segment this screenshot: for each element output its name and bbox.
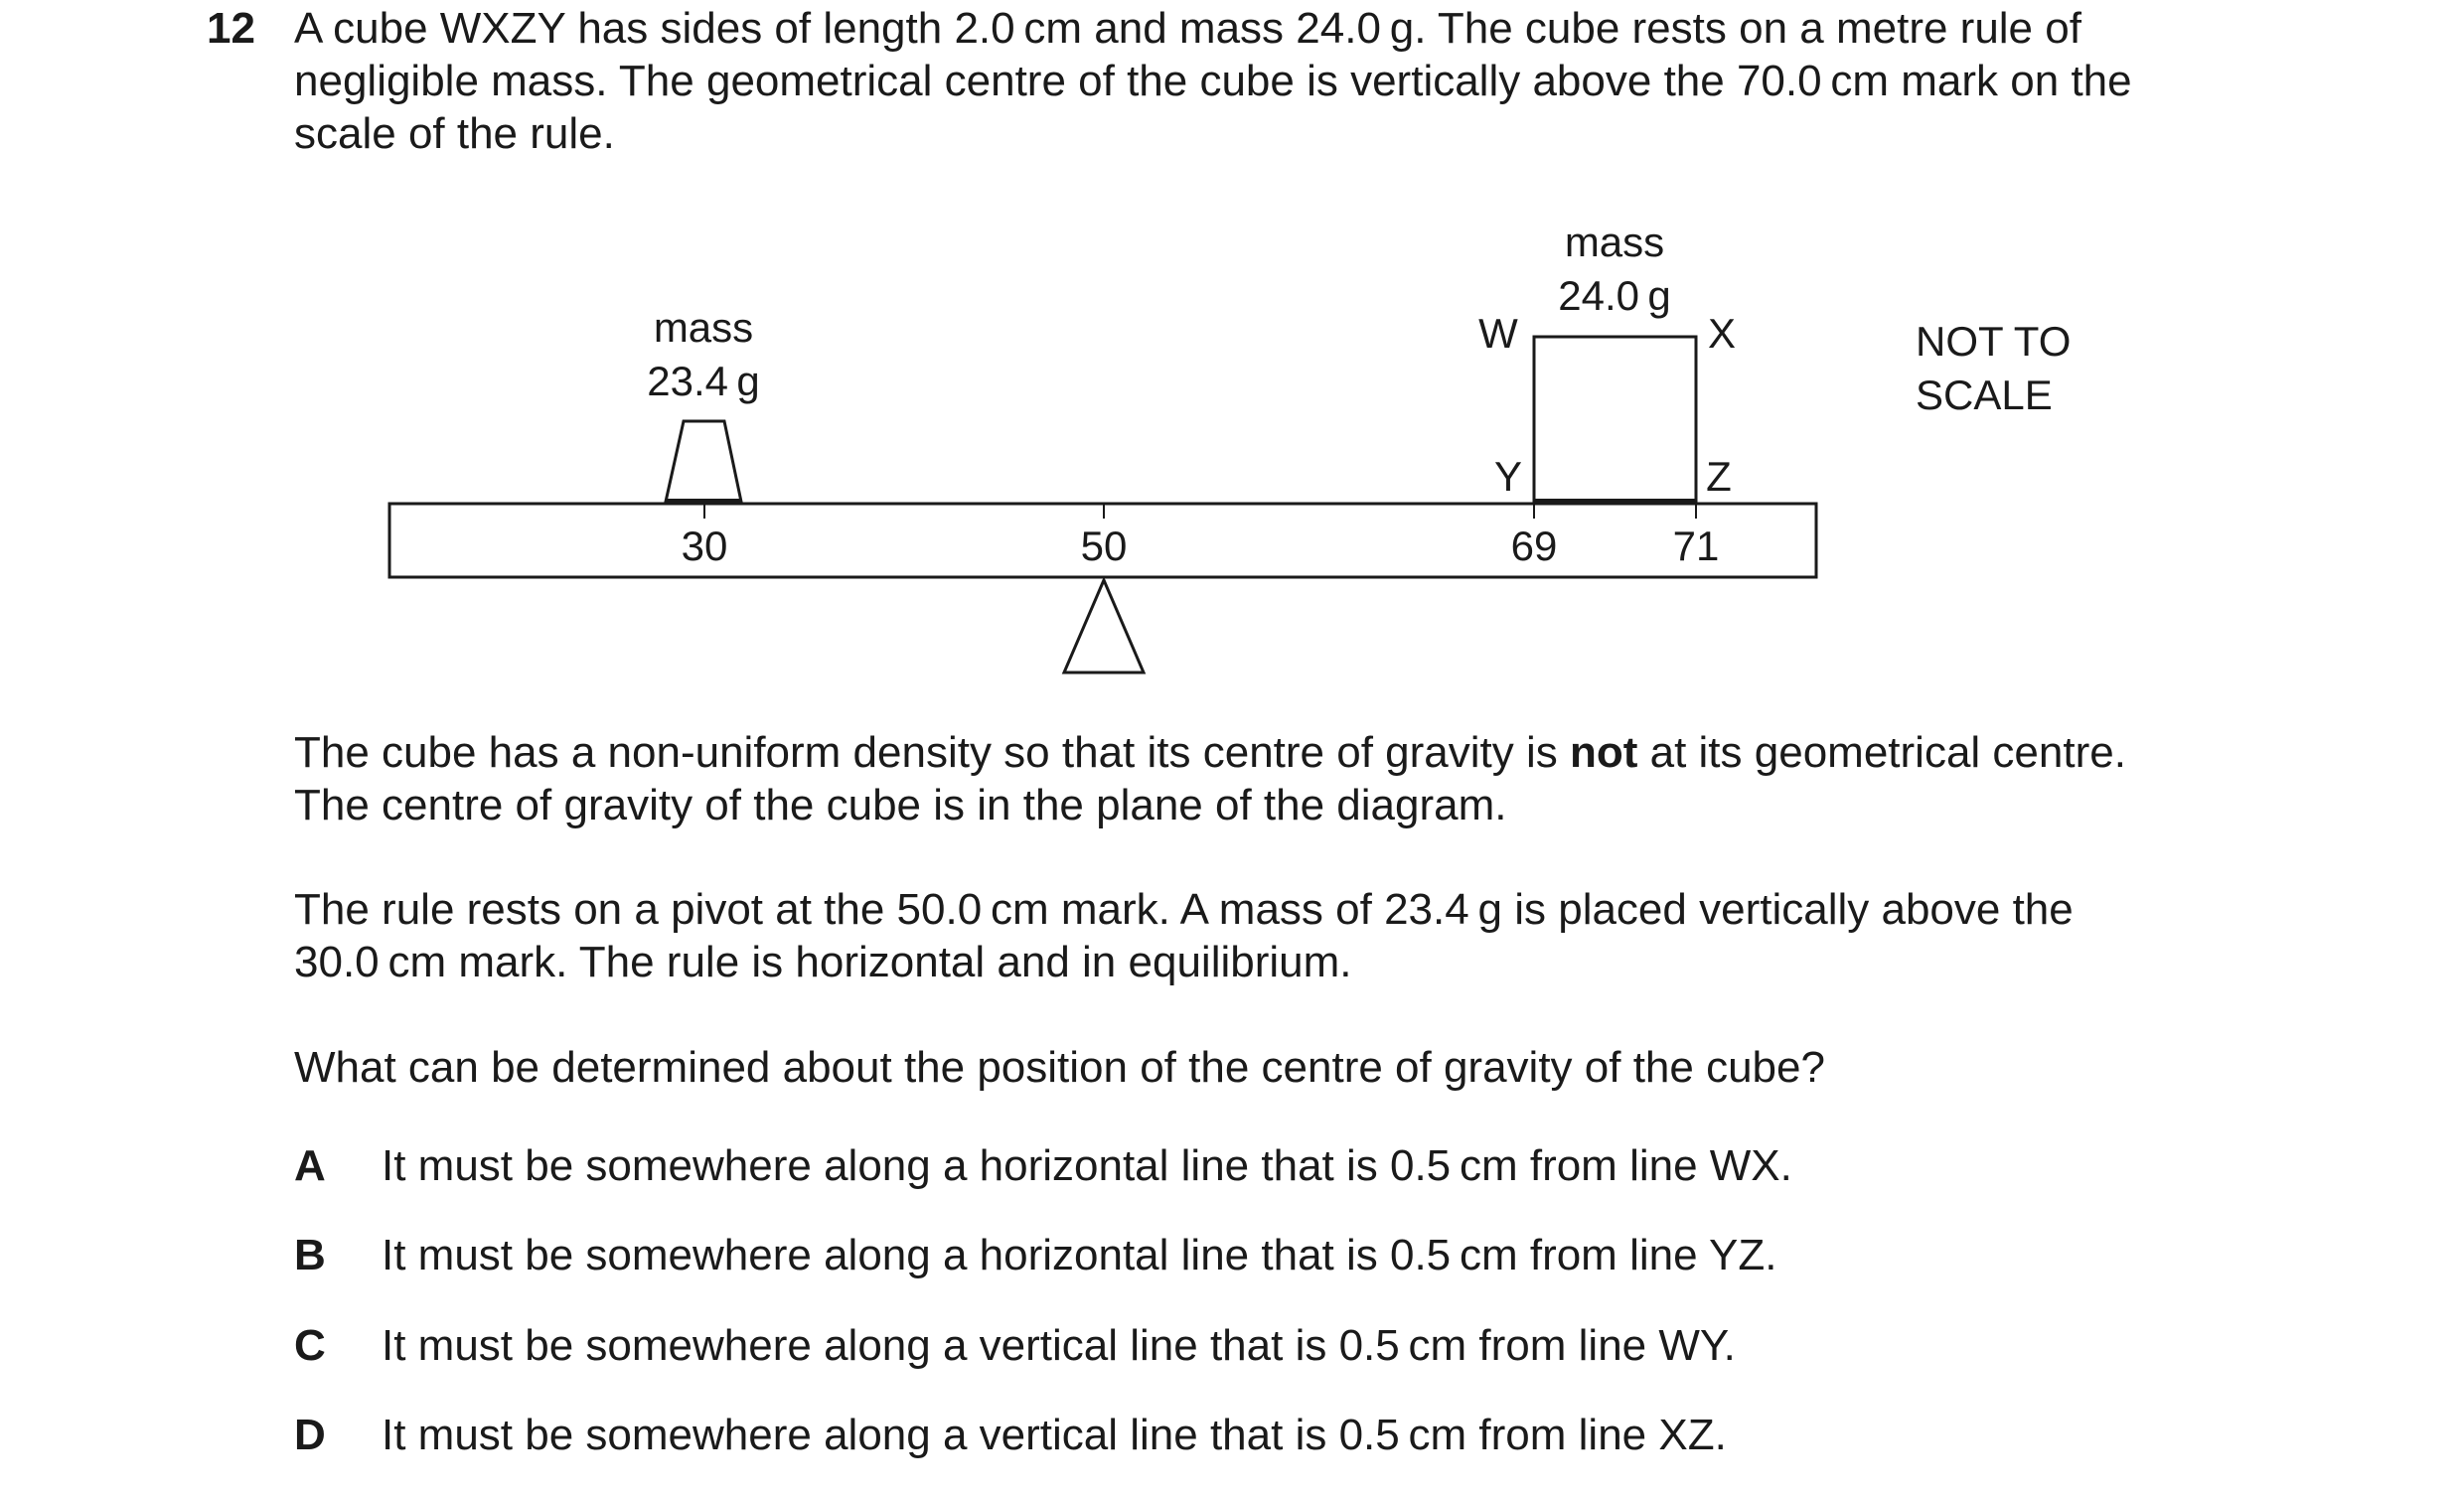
scale-label-50: 50 — [1080, 523, 1128, 569]
option-b[interactable] — [294, 1229, 1776, 1281]
lever-diagram — [0, 0, 2464, 715]
not-to-scale-line-1: NOT TO — [1916, 318, 2072, 365]
stem-line-2: negligible mass. The geometrical centre of the cube is vertically above the 70.0 cm mark on the — [294, 57, 2132, 105]
option-d-letter: D — [294, 1411, 326, 1459]
stem-line-3: scale of the rule. — [294, 109, 615, 158]
question-prompt — [294, 1041, 2261, 1094]
pivot — [1064, 580, 1144, 673]
option-a[interactable] — [294, 1139, 1792, 1192]
corner-label-W: W — [1478, 310, 1518, 357]
para2-text-a: The cube has a non-uniform density so that its centre of gravity is — [294, 728, 1570, 777]
small-mass-label-2: 23.4 g — [647, 358, 760, 404]
option-d[interactable] — [294, 1409, 1727, 1461]
option-b-letter: B — [294, 1231, 326, 1279]
option-c-letter: C — [294, 1321, 326, 1370]
option-a-letter: A — [294, 1141, 326, 1190]
option-b-text: It must be somewhere along a horizontal line that is 0.5 cm from line YZ. — [382, 1231, 1777, 1279]
cube-mass-label-1: mass — [1564, 219, 1665, 265]
small-mass-label-1: mass — [653, 304, 754, 351]
corner-label-X: X — [1707, 310, 1737, 357]
paragraph-pivot — [294, 883, 2261, 988]
para2-emphasis: not — [1569, 728, 1638, 777]
cube-mass-label-2: 24.0 g — [1558, 272, 1671, 319]
option-a-text: It must be somewhere along a horizontal line that is 0.5 cm from line WX. — [382, 1141, 1792, 1190]
small-mass — [666, 421, 741, 502]
corner-label-Y: Y — [1493, 453, 1523, 500]
para2-text-b: at its geometrical centre. — [1637, 728, 2126, 777]
para3-line-2: 30.0 cm mark. The rule is horizontal and in equilibrium. — [294, 938, 1352, 986]
scale-label-71: 71 — [1672, 523, 1720, 569]
para2-line-1 — [294, 726, 2261, 779]
corner-label-Z: Z — [1706, 453, 1732, 500]
prompt-line: What can be determined about the position of the centre of gravity of the cube? — [294, 1043, 1825, 1092]
not-to-scale-line-2: SCALE — [1916, 372, 2053, 418]
option-c[interactable] — [294, 1319, 1736, 1372]
para2-line-2: The centre of gravity of the cube is in the plane of the diagram. — [294, 781, 1507, 829]
option-c-text: It must be somewhere along a vertical line that is 0.5 cm from line WY. — [382, 1321, 1736, 1370]
question-number: 12 — [207, 4, 255, 53]
paragraph-density — [294, 726, 2261, 831]
scale-label-30: 30 — [681, 523, 728, 569]
para3-line-1: The rule rests on a pivot at the 50.0 cm mark. A mass of 23.4 g is placed vertically above the — [294, 885, 2074, 934]
option-d-text: It must be somewhere along a vertical line that is 0.5 cm from line XZ. — [382, 1411, 1727, 1459]
stem-line-1: A cube WXZY has sides of length 2.0 cm and mass 24.0 g. The cube rests on a metre rule of — [294, 4, 2081, 53]
cube — [1534, 337, 1696, 502]
scale-label-69: 69 — [1510, 523, 1558, 569]
